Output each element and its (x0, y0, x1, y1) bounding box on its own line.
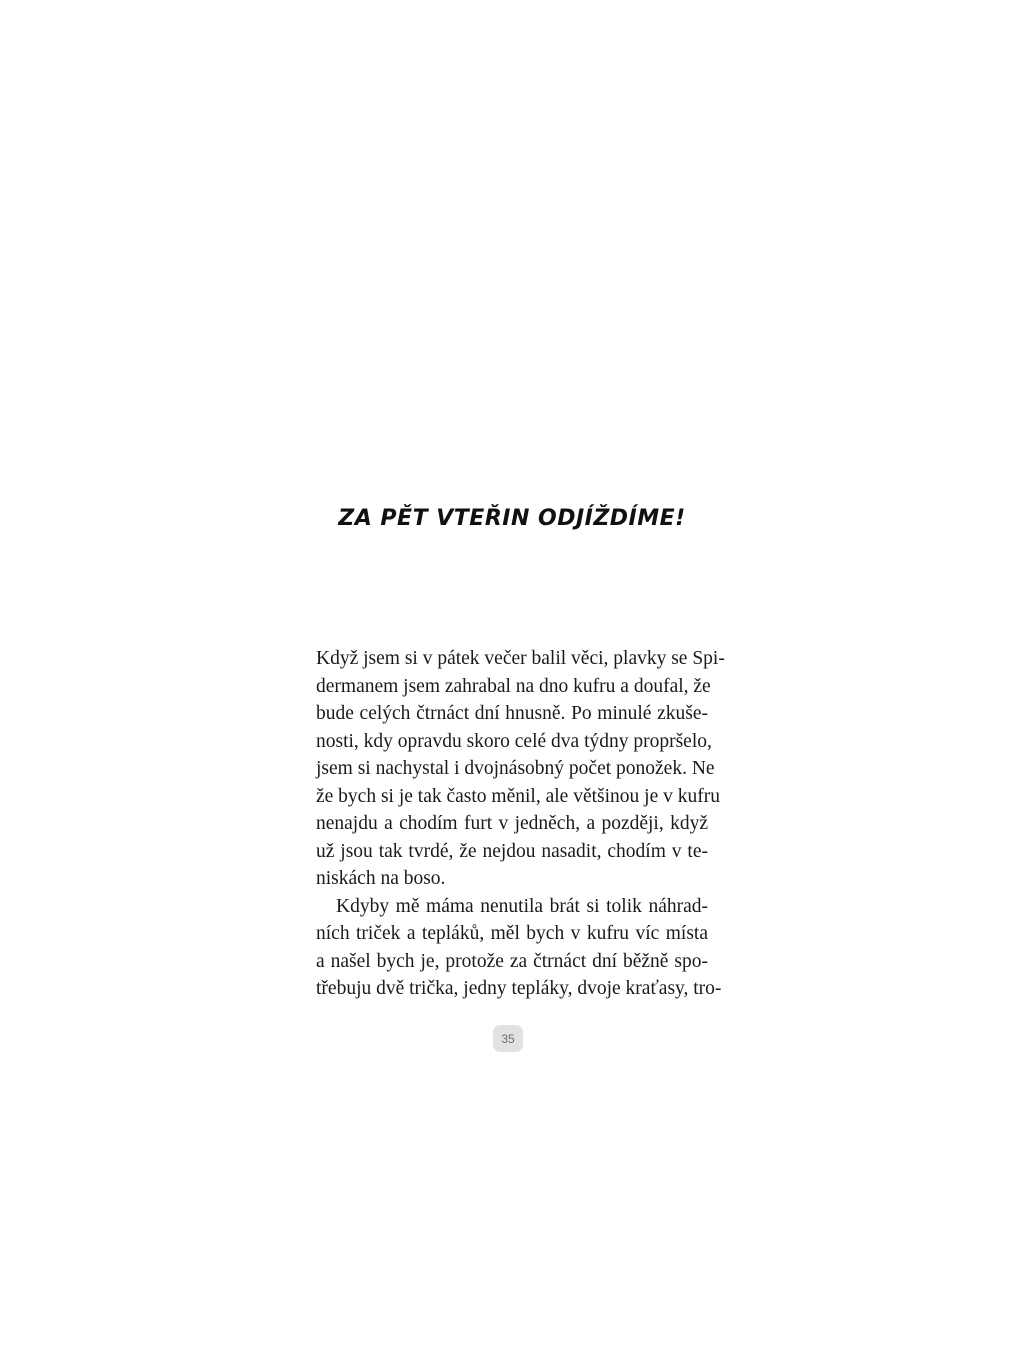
text-line: dermanem jsem zahrabal na dno kufru a doufal, že (316, 675, 711, 697)
text-line: už jsou tak tvrdé, že nejdou nasadit, chodím v te- (316, 840, 708, 862)
paragraph-1 (316, 645, 725, 893)
text-line: třebuju dvě trička, jedny tepláky, dvoje kraťasy, tro- (316, 978, 722, 999)
text-line: a našel bych je, protože za čtrnáct dní běžně spo- (316, 950, 708, 972)
paragraph-2 (316, 893, 722, 1003)
text-line: Když jsem si v pátek večer balil věci, plavky se Spi- (316, 648, 725, 669)
text-line: jsem si nachystal i dvojnásobný počet ponožek. Ne (316, 758, 715, 779)
text-line: ních triček a tepláků, měl bych v kufru víc místa (316, 923, 708, 944)
body-text (316, 645, 725, 1003)
text-line: niskách na boso. (316, 868, 446, 889)
page-number-badge (493, 1025, 523, 1052)
text-line: nosti, kdy opravdu skoro celé dva týdny propršelo, (316, 730, 712, 752)
page-number: 35 (501, 1031, 515, 1046)
chapter-title: ZA PĚT VTEŘIN ODJÍŽDÍME! (338, 506, 686, 531)
text-line: bude celých čtrnáct dní hnusně. Po minulé zkuše- (316, 703, 708, 724)
text-line: nenajdu a chodím furt v jedněch, a později, když (316, 813, 708, 834)
text-line: Kdyby mě máma nenutila brát si tolik náhrad- (336, 895, 708, 917)
text-line: že bych si je tak často měnil, ale většinou je v kufru (316, 785, 720, 807)
